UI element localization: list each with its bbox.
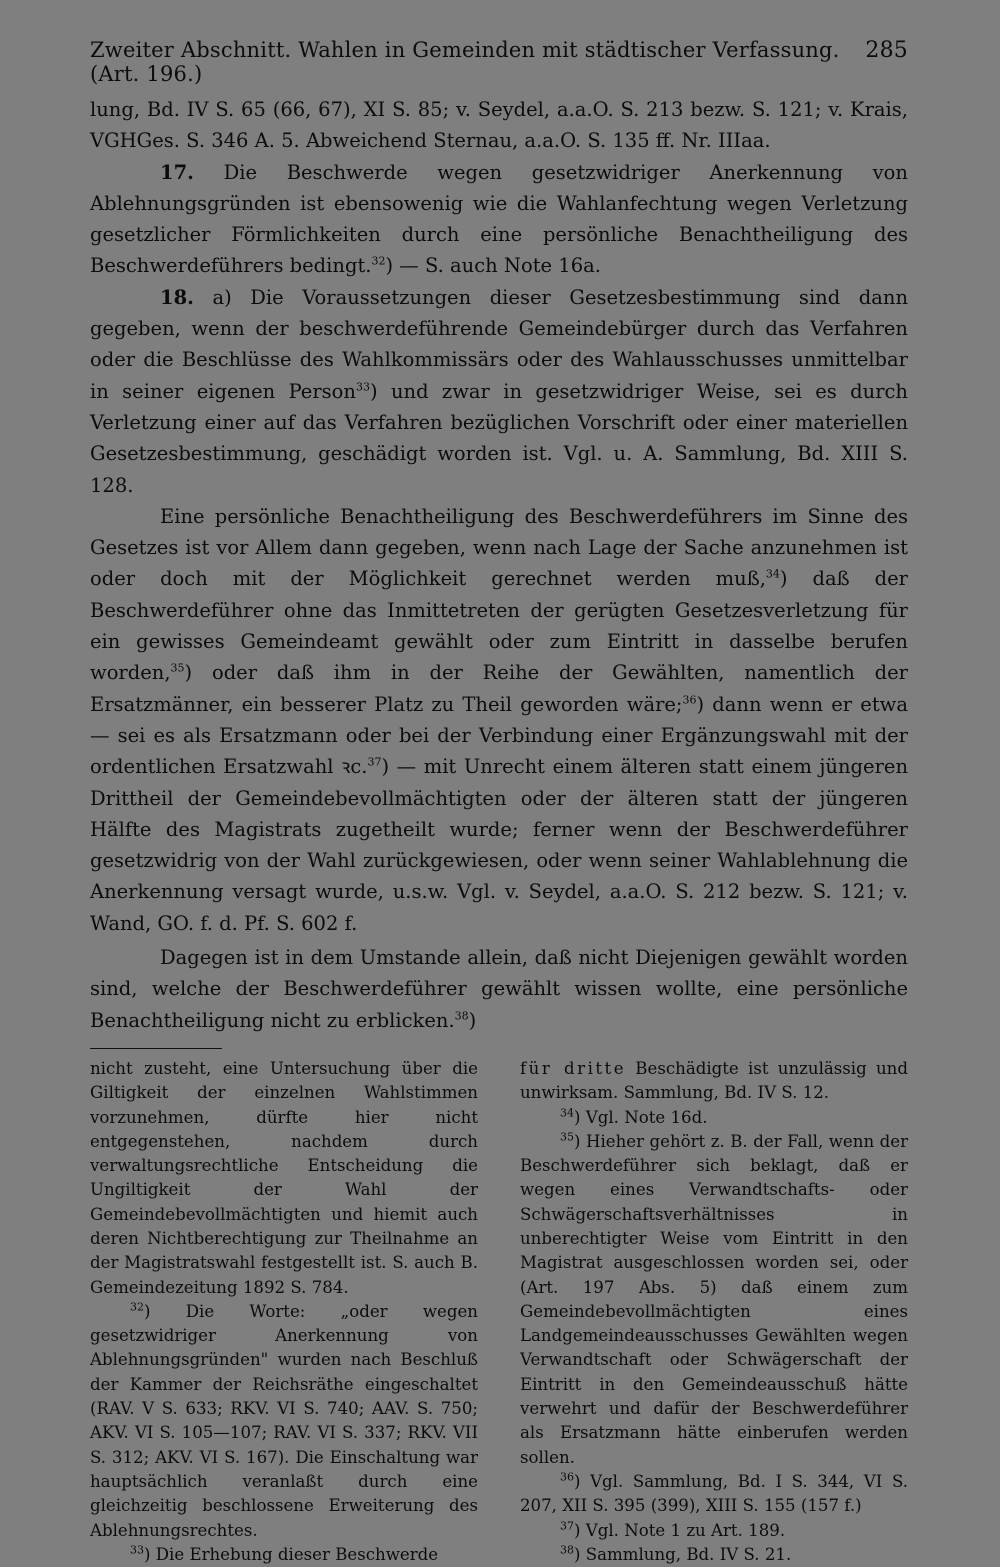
page [90, 38, 908, 1567]
footnote-37: $^{37}$) Vgl. Note 1 zu Art. 189. [560, 1519, 786, 1540]
footnote-35: $^{35}$) Hieher gehört z. B. der Fall, wenn der Beschwerdeführer sich beklagt, daß er wegen eines Verwandtschafts- oder Schwägerschaftsverhältnisses in unberechtigter Weise vom Eintritt in den Magistrat ausgeschlossen worden sei, oder (Art. 197 Abs. 5) daß einem zum Gemeindebevollmächtigten eines Landgemeindeausschusses Gewählten wegen Verwandtschaft oder Schwägerschaft der Eintritt in den Gemeindeausschuß hätte verwehrt und dafür der Beschwerdeführer als Ersatzmann hätte einberufen werden sollen. [520, 1130, 908, 1467]
footnote-ref: 37 [367, 755, 382, 769]
footnote-ref: 36 [682, 693, 697, 707]
footnote-ref: 33 [355, 380, 370, 394]
footnote-column-left [90, 1057, 478, 1567]
footnote-ref: 34 [765, 567, 780, 581]
running-header [90, 38, 908, 86]
footnote-38: $^{38}$) Sammlung, Bd. IV S. 21. [560, 1543, 792, 1564]
footnote-ref: 38 [454, 1009, 469, 1023]
paragraph-continuation: lung, Bd. IV S. 65 (66, 67), XI S. 85; v. Seydel, a.a.O. S. 213 bezw. S. 121; v. Krais, VGHGes. S. 346 A. 5. Abweichend Sternau, a.a.O. S. 135 ff. Nr. IIIaa. [90, 98, 908, 153]
footnote-divider [90, 1048, 222, 1049]
paragraph-benachtheiligung: Eine persönliche Benachtheiligung des Beschwerdeführers im Sinne des Gesetzes ist vor Allem dann gegeben, wenn nach Lage der Sache anzunehmen ist oder doch mit der Möglichkeit gerechnet werden muß,$^{34}$) daß der Beschwerdeführer ohne das Inmittetreten der gerügten Gesetzesverletzung für ein gewisses Gemeindeamt gewählt oder zum Eintritt in dasselbe berufen worden,$^{35}$) oder daß ihm in der Reihe der Gewählten, namentlich der Ersatzmänner, ein besserer Platz zu Theil geworden wäre;$^{36}$) dann wenn er etwa — sei es als Ersatzmann oder bei der Verbindung einer Ergänzungswahl mit der ordentlichen Ersatzwahl ꝛc.$^{37}$) — mit Unrecht einem älteren statt einem jüngeren Drittheil der Gemeindebevollmächtigten oder der älteren statt der jüngeren Hälfte des Magistrats zugetheilt wurde; ferner wenn der Beschwerdeführer gesetzwidrig von der Wahl zurückgewiesen, oder wenn seiner Wahlablehnung die Anerkennung versagt wurde, u.s.w. Vgl. v. Seydel, a.a.O. S. 212 bezw. S. 121; v. Wand, GO. f. d. Pf. S. 602 f. [90, 504, 909, 935]
footnote-ref: 35 [170, 661, 185, 675]
paragraph-dagegen: Dagegen ist in dem Umstande allein, daß nicht Diejenigen gewählt worden sind, welche der Beschwerdeführer gewählt wissen wollte, eine persönliche Benachtheiligung nicht zu erblicken.$^{38}$) [90, 946, 908, 1032]
paragraph-17: 17. Die Beschwerde wegen gesetzwidriger Anerkennung von Ablehnungsgründen ist ebensowenig wie die Wahlanfechtung wegen Verletzung gesetzlicher Förmlichkeiten durch eine persönliche Benachtheiligung des Beschwerdeführers bedingt.$^{32}$) — S. auch Note 16a. [90, 160, 908, 278]
footnote-34: $^{34}$) Vgl. Note 16d. [560, 1105, 708, 1127]
running-title: Zweiter Abschnitt. Wahlen in Gemeinden mit städtischer Verfassung. (Art. 196.) [90, 38, 840, 86]
footnotes [90, 1057, 908, 1567]
footnote-continuation: nicht zusteht, eine Untersuchung über die Giltigkeit der einzelnen Wahlstimmen vorzunehmen, dürfte hier nicht entgegenstehen, nachdem durch verwaltungsrechtliche Entscheidung die Ungiltigkeit der Wahl der Gemeindebevollmächtigten und hiemit auch deren Nichtberechtigung zur Theilnahme an der Magistratswahl festgestellt ist. S. auch B. Gemeindezeitung 1892 S. 784. [90, 1058, 478, 1297]
footnote-32: $^{32}$) Die Worte: „oder wegen gesetzwidriger Anerkennung von Ablehnungsgründen" wurden nach Beschluß der Kammer der Reichsräthe eingeschaltet (RAV. V S. 633; RKV. VI S. 740; AAV. S. 750; AKV. VI S. 105—107; RAV. VI S. 337; RKV. VII S. 312; AKV. VI S. 167). Die Einschaltung war hauptsächlich veranlaßt durch eine gleichzeitig beschlossene Erweiterung des Ablehnungsrechtes. [90, 1300, 478, 1540]
footnote-33: $^{33}$) Die Erhebung dieser Beschwerde [130, 1543, 439, 1564]
footnote-36: $^{36}$) Vgl. Sammlung, Bd. I S. 344, VI S. 207, XII S. 395 (399), XIII S. 155 (157 f.) [520, 1470, 908, 1516]
footnote-continuation: für dritte Beschädigte ist unzulässig und unwirksam. Sammlung, Bd. IV S. 12. [520, 1058, 908, 1103]
note-number: 17. [160, 160, 194, 184]
main-text [90, 94, 908, 1036]
footnote-column-right [520, 1057, 908, 1567]
footnote-ref: 32 [371, 254, 386, 268]
paragraph-18: 18. a) Die Voraussetzungen dieser Gesetzesbestimmung sind dann gegeben, wenn der beschwerdeführende Gemeindebürger durch das Verfahren oder die Beschlüsse des Wahlkommissärs oder des Wahlausschusses unmittelbar in seiner eigenen Person$^{33}$) und zwar in gesetzwidriger Weise, sei es durch Verletzung einer auf das Verfahren bezüglichen Vorschrift oder einer materiellen Gesetzesbestimmung, geschädigt worden ist. Vgl. u. A. Sammlung, Bd. XIII S. 128. [90, 285, 908, 497]
note-number: 18. [160, 285, 194, 309]
page-number: 285 [865, 38, 908, 63]
